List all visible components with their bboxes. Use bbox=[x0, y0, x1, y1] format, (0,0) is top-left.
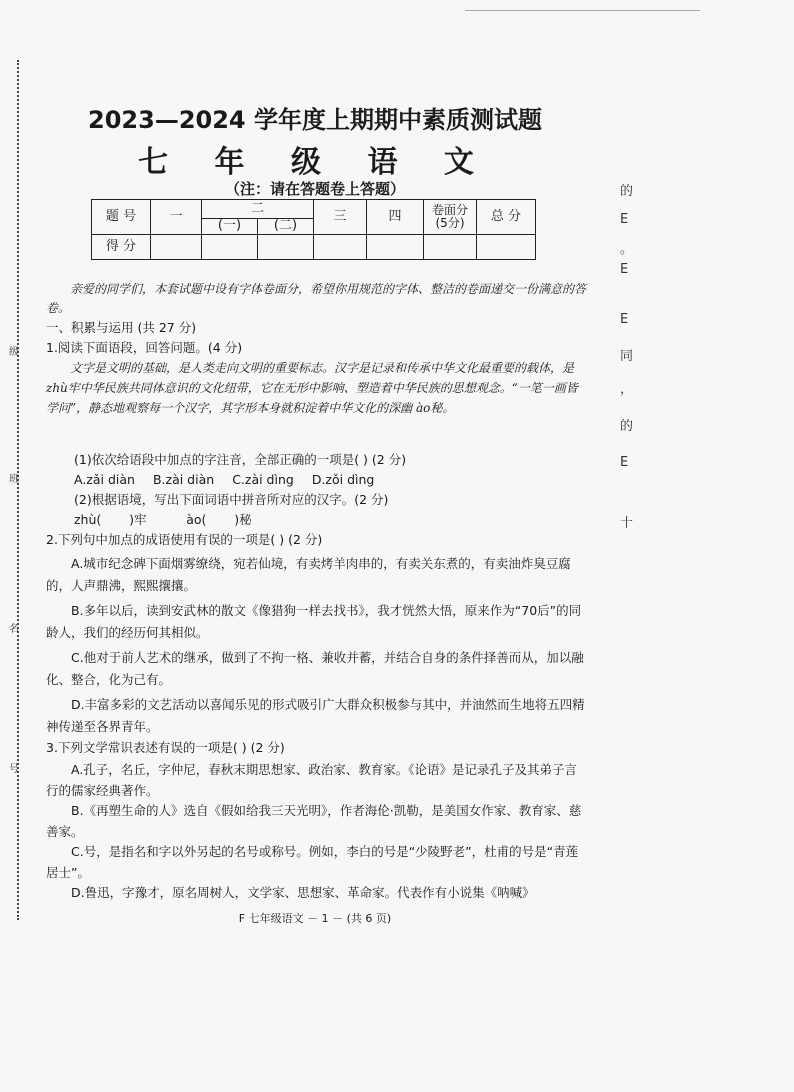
exam-note: （注：请在答题卷上答题） bbox=[224, 180, 405, 198]
score-cell[interactable] bbox=[151, 235, 202, 260]
q1-options bbox=[74, 470, 584, 489]
q1-sub2: (2)根据语境，写出下面词语中拼音所对应的汉字。(2 分) bbox=[74, 492, 389, 507]
edge-fragment: 。 bbox=[620, 242, 634, 257]
edge-fragment: ， bbox=[620, 382, 634, 397]
score-table-subheader: (一) bbox=[202, 219, 258, 235]
binding-mark: 名 bbox=[9, 624, 19, 635]
edge-fragment: 的 bbox=[620, 419, 634, 434]
q1-sub1: (1)依次给语段中加点的字注音，全部正确的一项是( ) (2 分) bbox=[74, 452, 407, 467]
edge-fragment: 十 bbox=[620, 516, 634, 531]
intro-paragraph: 亲爱的同学们，本套试题中设有字体卷面分，希望你用规范的字体、整洁的卷面递交一份满意的答卷。 bbox=[46, 282, 587, 315]
score-cell[interactable] bbox=[314, 235, 367, 260]
score-cell[interactable] bbox=[202, 235, 258, 260]
score-row-label: 得 分 bbox=[92, 235, 151, 260]
q1-option-b: B.zài diàn bbox=[152, 472, 215, 487]
score-table bbox=[91, 199, 536, 260]
page-footer: F 七年级语文 － 1 － (共 6 页) bbox=[238, 912, 392, 925]
scan-line bbox=[465, 10, 700, 11]
q3-option-d: D.鲁迅，字豫才，原名周树人，文学家、思想家、革命家。代表作有小说集《呐喊》 bbox=[71, 885, 535, 900]
q1-fill-blank: zhù( )牢 ào( )秘 bbox=[74, 512, 252, 527]
q1-option-c: C.zài dìng bbox=[232, 472, 294, 487]
score-table-header: 三 bbox=[314, 200, 367, 235]
score-table-header: 一 bbox=[151, 200, 202, 235]
exam-title: 2023—2024 学年度上期期中素质测试题 bbox=[88, 106, 542, 134]
q3-stem: 3.下列文学常识表述有误的一项是( ) (2 分) bbox=[46, 740, 285, 755]
score-table-subheader: (二) bbox=[258, 219, 314, 235]
q1-option-d: D.zǒi dìng bbox=[311, 472, 375, 487]
edge-fragment: E bbox=[620, 262, 629, 277]
exam-subject: 七 年 级 语 文 bbox=[138, 145, 492, 180]
q2-option-d: D.丰富多彩的文艺活动以喜闻乐见的形式吸引广大群众积极参与其中，并油然而生地将五四精神传递至各界青年。 bbox=[46, 697, 585, 734]
q3-option-a: A.孔子，名丘，字仲尼，春秋末期思想家、政治家、教育家。《论语》是记录孔子及其弟子言行的儒家经典著作。 bbox=[46, 762, 578, 798]
score-cell[interactable] bbox=[258, 235, 314, 260]
q1-passage: 文字是文明的基础，是人类走向文明的重要标志。汉字是记录和传承中华文化最重要的载体，是zhù牢中华民族共同体意识的文化纽带，它在无形中影响、塑造着中华民族的思想观念。“一笔一画皆学问”，静态地观察每一个汉字，其字形本身就积淀着中华文化的深幽 ào秘。 bbox=[46, 361, 578, 415]
q3-option-c: C.号，是指名和字以外另起的名号或称号。例如，李白的号是“少陵野老”，杜甫的号是“青莲居士”。 bbox=[46, 844, 579, 880]
binding-mark: 班 bbox=[9, 474, 19, 485]
q2-option-b: B.多年以后，读到安武林的散文《像猎狗一样去找书》，我才恍然大悟，原来作为“70后”的同龄人，我们的经历何其相似。 bbox=[46, 603, 582, 640]
score-cell[interactable] bbox=[477, 235, 536, 260]
edge-fragment: E bbox=[620, 212, 629, 227]
edge-fragment: 的 bbox=[620, 184, 634, 199]
binding-mark: 号 bbox=[9, 764, 19, 775]
juanmian-note: (5分) bbox=[435, 216, 465, 230]
edge-fragment: E bbox=[620, 455, 629, 470]
q1-stem: 1.阅读下面语段，回答问题。(4 分) bbox=[46, 340, 243, 355]
score-cell[interactable] bbox=[367, 235, 424, 260]
binding-mark: 级 bbox=[9, 347, 19, 358]
q1-option-a: A.zǎi diàn bbox=[74, 472, 135, 487]
section-heading: 一、积累与运用 (共 27 分) bbox=[46, 320, 197, 335]
q2-option-c: C.他对于前人艺术的继承，做到了不拘一格、兼收并蓄，并结合自身的条件择善而从，加以融化、整合，化为己有。 bbox=[46, 650, 584, 687]
score-table-header: 二 bbox=[202, 200, 314, 219]
score-table-header: 四 bbox=[367, 200, 424, 235]
score-table-header-juanmian bbox=[424, 200, 477, 235]
score-table-header: 题 号 bbox=[92, 200, 151, 235]
score-table-header: 总 分 bbox=[477, 200, 536, 235]
score-cell[interactable] bbox=[424, 235, 477, 260]
edge-fragment: E bbox=[620, 312, 629, 327]
q3-option-b: B.《再塑生命的人》选自《假如给我三天光明》，作者海伦·凯勒，是美国女作家、教育家、慈善家。 bbox=[46, 803, 582, 839]
edge-fragment: 同 bbox=[620, 349, 634, 364]
q2-stem: 2.下列句中加点的成语使用有误的一项是( ) (2 分) bbox=[46, 532, 323, 547]
juanmian-label: 卷面分 bbox=[431, 202, 468, 217]
q2-option-a: A.城市纪念碑下面烟雾缭绕，宛若仙境，有卖烤羊肉串的，有卖关东煮的，有卖油炸臭豆腐的，人声鼎沸，熙熙攘攘。 bbox=[46, 556, 571, 593]
